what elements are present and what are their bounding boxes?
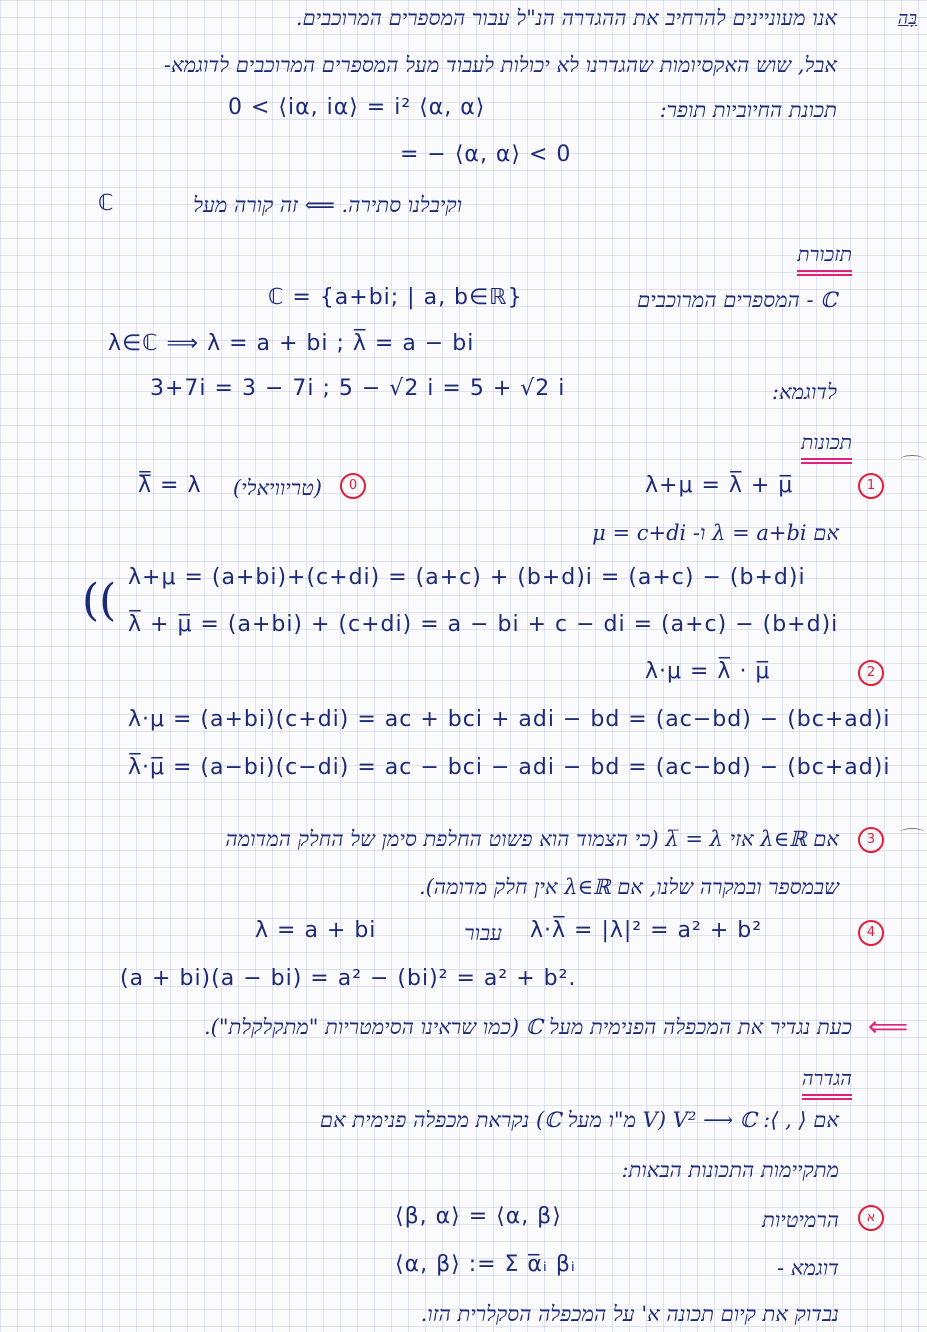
definition-line-1: אם ⟨ , ⟩: V² ⟶ ℂ (V מ"ו מעל ℂ) נקראת מכפלה פנימית אם [319, 1108, 839, 1132]
property-4-math: λ·λ̅ = |λ|² = a² + b² [530, 918, 763, 943]
hermitian-label: הרמיטיות [762, 1208, 839, 1232]
hermitian-math: ⟨β, α⟩ = ⟨α, β⟩ [395, 1204, 562, 1229]
margin-mark-1 [900, 455, 924, 464]
property-4-for: עבור [464, 921, 502, 945]
heading-reminder: תזכורת [797, 242, 852, 272]
circle-number-2: 2 [858, 660, 884, 686]
positivity-math-2: = − ⟨α, α⟩ < 0 [400, 142, 572, 167]
circle-number-0: 0 [340, 473, 366, 499]
property-3-line-1: אם λ∈ℝ אזי λ̅ = λ (כי הצמוד הוא פשוט החלפת סימן של החלק המדומה [225, 827, 839, 851]
line-but: אבל, שוש האקסיומות שהגדרנו לא יכולות לעבוד מעל המספרים המרוכבים לדוגמא- [163, 53, 837, 77]
circle-number-1: 1 [858, 473, 884, 499]
property-4-line-2: (a + bi)(a − bi) = a² − (bi)² = a² + b². [120, 966, 577, 991]
property-3-line-2: שבמספר ובמקרה שלנו, אם λ∈ℝ אין חלק מדומה). [418, 875, 839, 899]
complex-set-label: ℂ - המספרים המרוכבים [637, 288, 837, 312]
example-2-math: ⟨α, β⟩ := Σ α̅ᵢ βᵢ [395, 1252, 576, 1277]
line-intro: אנו מעוניינים להרחיב את ההגדרה הנ"ל עבור המספרים המרוכבים. [295, 6, 837, 30]
property-1-math: λ+μ = λ̅ + μ̅ [645, 473, 794, 498]
property-2-line-1: λ·μ = (a+bi)(c+di) = ac + bci + adi − bd = (ac−bd) − (bc+ad)i [128, 707, 891, 732]
property-4-lambda: λ = a + bi [255, 918, 377, 943]
last-line: נבדוק את קיום תכונה א' על המכפלה הסקלרית הזו. [420, 1302, 839, 1326]
arrow-left-icon: ⟸ [868, 1010, 909, 1043]
property-2-math: λ·μ = λ̅ · μ̅ [645, 659, 771, 684]
heading-definition: הגדרה [802, 1066, 852, 1096]
conjugate-def: λ∈ℂ ⟹ λ = a + bi ; λ̅ = a − bi [108, 331, 475, 356]
example-label: לדוגמא: [771, 380, 837, 404]
property-2-line-2: λ̅·μ̅ = (a−bi)(c−di) = ac − bci − adi − bd = (ac−bd) − (bc+ad)i [128, 755, 891, 780]
example-math: 3+7i = 3 − 7i ; 5 − √2 i = 5 + √2 i [150, 376, 566, 401]
property-0-note: (טריוויאלי) [232, 476, 322, 500]
property-1-given: אם λ = a+bi ו- μ = c+di [592, 521, 839, 545]
circle-number-4: 4 [858, 920, 884, 946]
property-1-line-1: λ+μ = (a+bi)+(c+di) = (a+c) + (b+d)i = (a+c) − (b+d)i [128, 565, 806, 590]
contradiction-symbol: ℂ [98, 191, 115, 216]
property-1-line-2: λ̅ + μ̅ = (a+bi) + (c+di) = a − bi + c − di = (a+c) − (b+d)i [128, 612, 839, 637]
now-define-line: כעת נגדיר את המכפלה הפנימית מעל ℂ (כמו שראינו הסימטריות "מתקלקלת"). [203, 1015, 852, 1039]
property-0-math: λ̿ = λ [138, 473, 202, 498]
definition-line-2: מתקיימות התכונות הבאות: [621, 1158, 839, 1182]
example-2-label: דוגמא - [777, 1256, 839, 1280]
positivity-label: תכונת החיוביות תופר: [659, 98, 837, 122]
page-mark: בָּה [897, 8, 917, 29]
circle-label-a: א [858, 1205, 884, 1231]
positivity-math: 0 < ⟨iα, iα⟩ = i² ⟨α, α⟩ [228, 95, 486, 120]
contradiction-text: וקיבלנו סתירה. ⟸ זה קורה מעל [193, 193, 462, 217]
circle-number-3: 3 [858, 827, 884, 853]
complex-set-math: ℂ = {a+bi; | a, b∈ℝ} [268, 285, 523, 310]
bracket-mark: (( [82, 575, 117, 626]
margin-mark-2 [900, 828, 924, 837]
heading-properties: תכונות [801, 430, 852, 460]
